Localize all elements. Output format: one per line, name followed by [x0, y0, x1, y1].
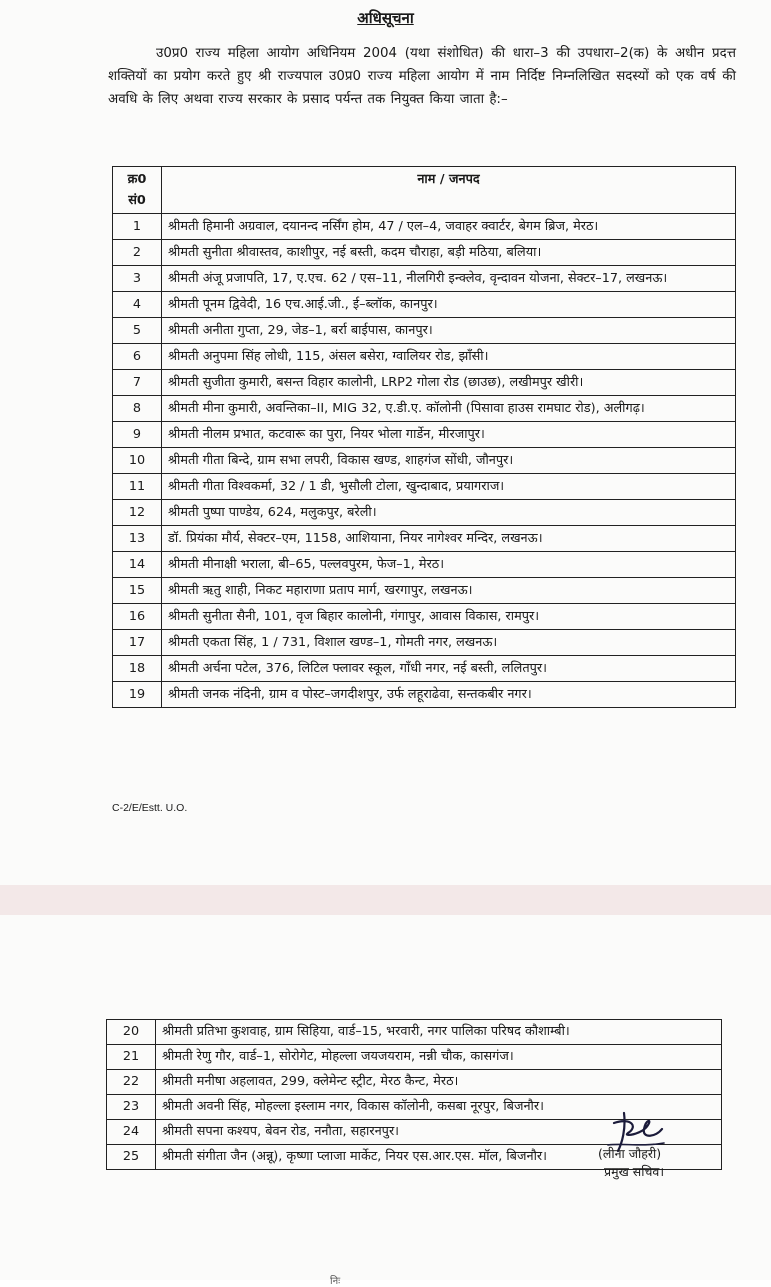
serial-number: 8: [113, 396, 162, 422]
member-name-address: श्रीमती अर्चना पटेल, 376, लिटिल फ्लावर स्कूल, गाँधी नगर, नई बस्ती, ललितपुर।: [162, 656, 736, 682]
member-name-address: श्रीमती सुनीता श्रीवास्तव, काशीपुर, नई बस्ती, कदम चौराहा, बड़ी मठिया, बलिया।: [162, 240, 736, 266]
member-name-address: श्रीमती अंजू प्रजापति, 17, ए.एच. 62 / एस–11, नीलगिरी इन्क्लेव, वृन्दावन योजना, सेक्टर–17, लखनऊ।: [162, 266, 736, 292]
member-name-address: श्रीमती गीता बिन्दे, ग्राम सभा लपरी, विकास खण्ड, शाहगंज सोंधी, जौनपुर।: [162, 448, 736, 474]
member-name-address: श्रीमती जनक नंदिनी, ग्राम व पोस्ट–जगदीशपुर, उर्फ लहूराढेवा, सन्तकबीर नगर।: [162, 682, 736, 708]
table-row: [113, 396, 736, 422]
table-row: [113, 682, 736, 708]
serial-number: 25: [107, 1145, 156, 1170]
cut-off-text: निः: [330, 1276, 341, 1287]
serial-number: 4: [113, 292, 162, 318]
serial-number: 22: [107, 1070, 156, 1095]
serial-number: 19: [113, 682, 162, 708]
serial-number: 20: [107, 1020, 156, 1045]
serial-number: 7: [113, 370, 162, 396]
member-name-address: श्रीमती प्रतिभा कुशवाह, ग्राम सिहिया, वार्ड–15, भरवारी, नगर पालिका परिषद कौशाम्बी।: [156, 1020, 722, 1045]
member-name-address: श्रीमती मीना कुमारी, अवन्तिका–II, MIG 32, ए.डी.ए. कॉलोनी (पिसावा हाउस रामघाट रोड), अलीगढ़।: [162, 396, 736, 422]
member-name-address: श्रीमती रेणु गौर, वार्ड–1, सोरोगेट, मोहल्ला जयजयराम, नन्नी चौक, कासगंज।: [156, 1045, 722, 1070]
members-table-body-page-1: [113, 214, 736, 708]
table-row: [113, 656, 736, 682]
table-row: [113, 604, 736, 630]
serial-number: 18: [113, 656, 162, 682]
notification-heading: अधिसूचना: [357, 9, 414, 27]
table-row: [113, 552, 736, 578]
serial-number: 21: [107, 1045, 156, 1070]
member-name-address: श्रीमती सुनीता सैनी, 101, वृज बिहार कालोनी, गंगापुर, आवास विकास, रामपुर।: [162, 604, 736, 630]
serial-number: 5: [113, 318, 162, 344]
member-name-address: श्रीमती हिमानी अग्रवाल, दयानन्द नर्सिंग होम, 47 / एल–4, जवाहर क्वार्टर, बेगम ब्रिज, मेरठ।: [162, 214, 736, 240]
serial-number: 24: [107, 1120, 156, 1145]
table-row: [113, 266, 736, 292]
table-row: [107, 1020, 722, 1045]
member-name-address: श्रीमती एकता सिंह, 1 / 731, विशाल खण्ड–1, गोमती नगर, लखनऊ।: [162, 630, 736, 656]
member-name-address: श्रीमती पुष्पा पाण्डेय, 624, मलुकपुर, बरेली।: [162, 500, 736, 526]
member-name-address: श्रीमती पूनम द्विवेदी, 16 एच.आई.जी., ई–ब्लॉक, कानपुर।: [162, 292, 736, 318]
serial-number: 10: [113, 448, 162, 474]
table-header-row: [113, 167, 736, 214]
table-row: [113, 370, 736, 396]
member-name-address: डॉ. प्रियंका मौर्य, सेक्टर–एम, 1158, आशियाना, नियर नागेश्वर मन्दिर, लखनऊ।: [162, 526, 736, 552]
table-row: [113, 240, 736, 266]
table-row: [113, 526, 736, 552]
file-code: C-2/E/Estt. U.O.: [112, 802, 188, 814]
member-name-address: श्रीमती अवनी सिंह, मोहल्ला इस्लाम नगर, विकास कॉलोनी, कसबा नूरपुर, बिजनौर।: [156, 1095, 722, 1120]
document-page-2: [0, 915, 771, 1287]
member-name-address: श्रीमती अनीता गुप्ता, 29, जेड–1, बर्रा बाईपास, कानपुर।: [162, 318, 736, 344]
member-name-address: श्रीमती सुजीता कुमारी, बसन्त विहार कालोनी, LRP2 गोला रोड (छाउछ), लखीमपुर खीरी।: [162, 370, 736, 396]
table-row: [113, 474, 736, 500]
page-separator: [0, 885, 771, 915]
serial-number: 14: [113, 552, 162, 578]
member-name-address: श्रीमती नीलम प्रभात, कटवारू का पुरा, नियर भोला गार्डेन, मीरजापुर।: [162, 422, 736, 448]
serial-number: 1: [113, 214, 162, 240]
table-row: [113, 578, 736, 604]
signatory-name: (लीना जौहरी): [598, 1146, 662, 1161]
member-name-address: श्रीमती संगीता जैन (अन्नू), कृष्णा प्लाजा मार्केट, नियर एस.आर.एस. मॉल, बिजनौर।: [156, 1145, 722, 1170]
member-name-address: श्रीमती गीता विश्वकर्मा, 32 / 1 डी, भुसौली टोला, खुन्दाबाद, प्रयागराज।: [162, 474, 736, 500]
members-table-page-1: [112, 166, 736, 708]
serial-number: 2: [113, 240, 162, 266]
serial-number: 9: [113, 422, 162, 448]
member-name-address: श्रीमती सपना कश्यप, बेवन रोड, ननौता, सहारनपुर।: [156, 1120, 722, 1145]
table-row: [113, 630, 736, 656]
serial-number: 16: [113, 604, 162, 630]
member-name-address: श्रीमती मीनाक्षी भराला, बी–65, पल्लवपुरम, फेज–1, मेरठ।: [162, 552, 736, 578]
serial-number: 12: [113, 500, 162, 526]
table-row: [113, 422, 736, 448]
table-row: [113, 214, 736, 240]
table-row: [113, 344, 736, 370]
member-name-address: श्रीमती अनुपमा सिंह लोधी, 115, अंसल बसेरा, ग्वालियर रोड, झाँसी।: [162, 344, 736, 370]
serial-number: 11: [113, 474, 162, 500]
name-district-header: नाम / जनपद: [162, 167, 736, 214]
signatory-designation: प्रमुख सचिव।: [604, 1164, 665, 1179]
table-row: [107, 1070, 722, 1095]
table-row: [107, 1045, 722, 1070]
serial-number: 6: [113, 344, 162, 370]
serial-number: 13: [113, 526, 162, 552]
serial-number: 15: [113, 578, 162, 604]
serial-number: 23: [107, 1095, 156, 1120]
member-name-address: श्रीमती मनीषा अहलावत, 299, क्लेमेन्ट स्ट्रीट, मेरठ कैन्ट, मेरठ।: [156, 1070, 722, 1095]
serial-header: क्र0 सं0: [113, 167, 162, 214]
serial-number: 17: [113, 630, 162, 656]
table-row: [113, 318, 736, 344]
member-name-address: श्रीमती ऋतु शाही, निकट महाराणा प्रताप मार्ग, खरगापुर, लखनऊ।: [162, 578, 736, 604]
notification-preamble: उ0प्र0 राज्य महिला आयोग अधिनियम 2004 (यथा संशोधित) की धारा–3 की उपधारा–2(क) के अधीन प्रदत्त शक्तियों का प्रयोग करते हुए श्री राज्यपाल उ0प्र0 राज्य महिला आयोग में नाम निर्दिष्ट निम्नलिखित सदस्यों को एक वर्ष की अवधि के लिए अथवा राज्य सरकार के प्रसाद पर्यन्त तक नियुक्त किया जाता है:–: [108, 46, 736, 107]
serial-number: 3: [113, 266, 162, 292]
table-row: [113, 292, 736, 318]
table-row: [113, 448, 736, 474]
table-row: [113, 500, 736, 526]
